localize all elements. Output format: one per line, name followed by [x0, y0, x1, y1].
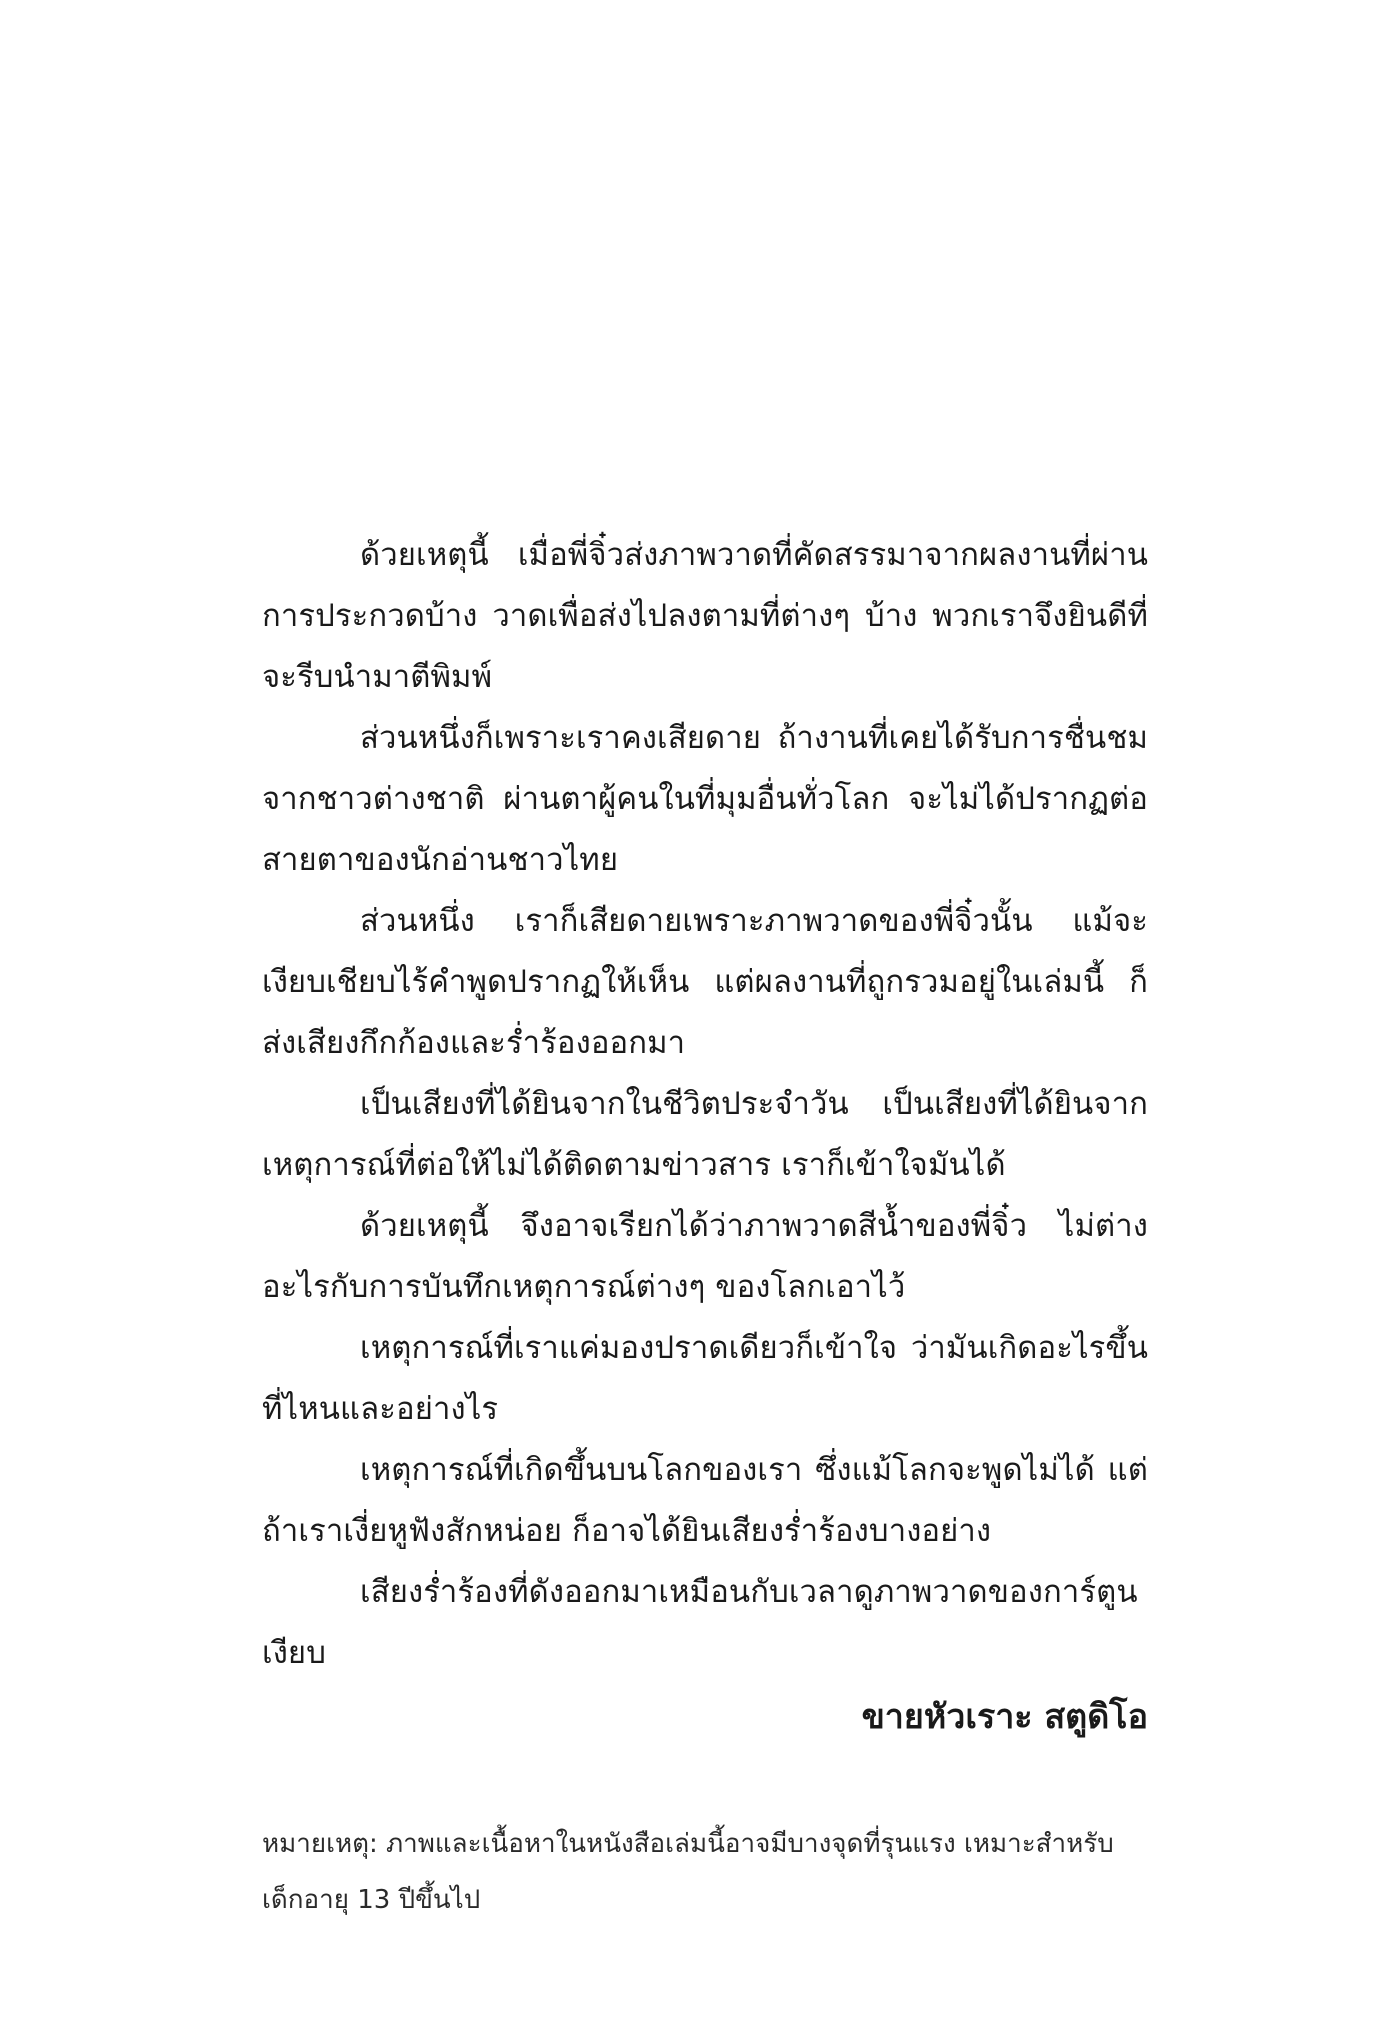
paragraph: ส่วนหนึ่งก็เพราะเราคงเสียดาย ถ้างานที่เคยได้รับการชื่นชมจากชาวต่างชาติ ผ่านตาผู้คนในที่มุมอื่นทั่วโลก จะไม่ได้ปรากฏต่อสายตาของนักอ่านชาวไทย	[262, 720, 1148, 878]
paragraph: เหตุการณ์ที่เราแค่มองปราดเดียวก็เข้าใจ ว่ามันเกิดอะไรขึ้นที่ไหนและอย่างไร	[262, 1330, 1148, 1427]
paragraph: เสียงร่ำร้องที่ดังออกมาเหมือนกับเวลาดูภาพวาดของการ์ตูนเงียบ	[262, 1574, 1138, 1671]
paragraph: เป็นเสียงที่ได้ยินจากในชีวิตประจำวัน เป็นเสียงที่ได้ยินจากเหตุการณ์ที่ต่อให้ไม่ได้ติดตามข่าวสาร เราก็เข้าใจมันได้	[262, 1086, 1148, 1183]
footnote: หมายเหตุ: ภาพและเนื้อหาในหนังสือเล่มนี้อาจมีบางจุดที่รุนแรง เหมาะสำหรับเด็กอายุ 13 ปีขึ้นไป	[262, 1829, 1114, 1915]
paragraph: ด้วยเหตุนี้ เมื่อพี่จิ๋วส่งภาพวาดที่คัดสรรมาจากผลงานที่ผ่านการประกวดบ้าง วาดเพื่อส่งไปลงตามที่ต่างๆ บ้าง พวกเราจึงยินดีที่จะรีบนำมาตีพิมพ์	[262, 537, 1148, 695]
paragraph: เหตุการณ์ที่เกิดขึ้นบนโลกของเรา ซึ่งแม้โลกจะพูดไม่ได้ แต่ถ้าเราเงี่ยหูฟังสักหน่อย ก็อาจได้ยินเสียงร่ำร้องบางอย่าง	[262, 1452, 1148, 1549]
signature: ขายหัวเราะ สตูดิโอ	[861, 1697, 1148, 1737]
paragraph: ด้วยเหตุนี้ จึงอาจเรียกได้ว่าภาพวาดสีน้ำของพี่จิ๋ว ไม่ต่างอะไรกับการบันทึกเหตุการณ์ต่างๆ ของโลกเอาไว้	[262, 1208, 1148, 1305]
body-text	[262, 525, 1148, 1684]
paragraph: ส่วนหนึ่ง เราก็เสียดายเพราะภาพวาดของพี่จิ๋วนั้น แม้จะเงียบเชียบไร้คำพูดปรากฏให้เห็น แต่ผลงานที่ถูกรวมอยู่ในเล่มนี้ ก็ส่งเสียงกึกก้องและร่ำร้องออกมา	[262, 903, 1148, 1061]
